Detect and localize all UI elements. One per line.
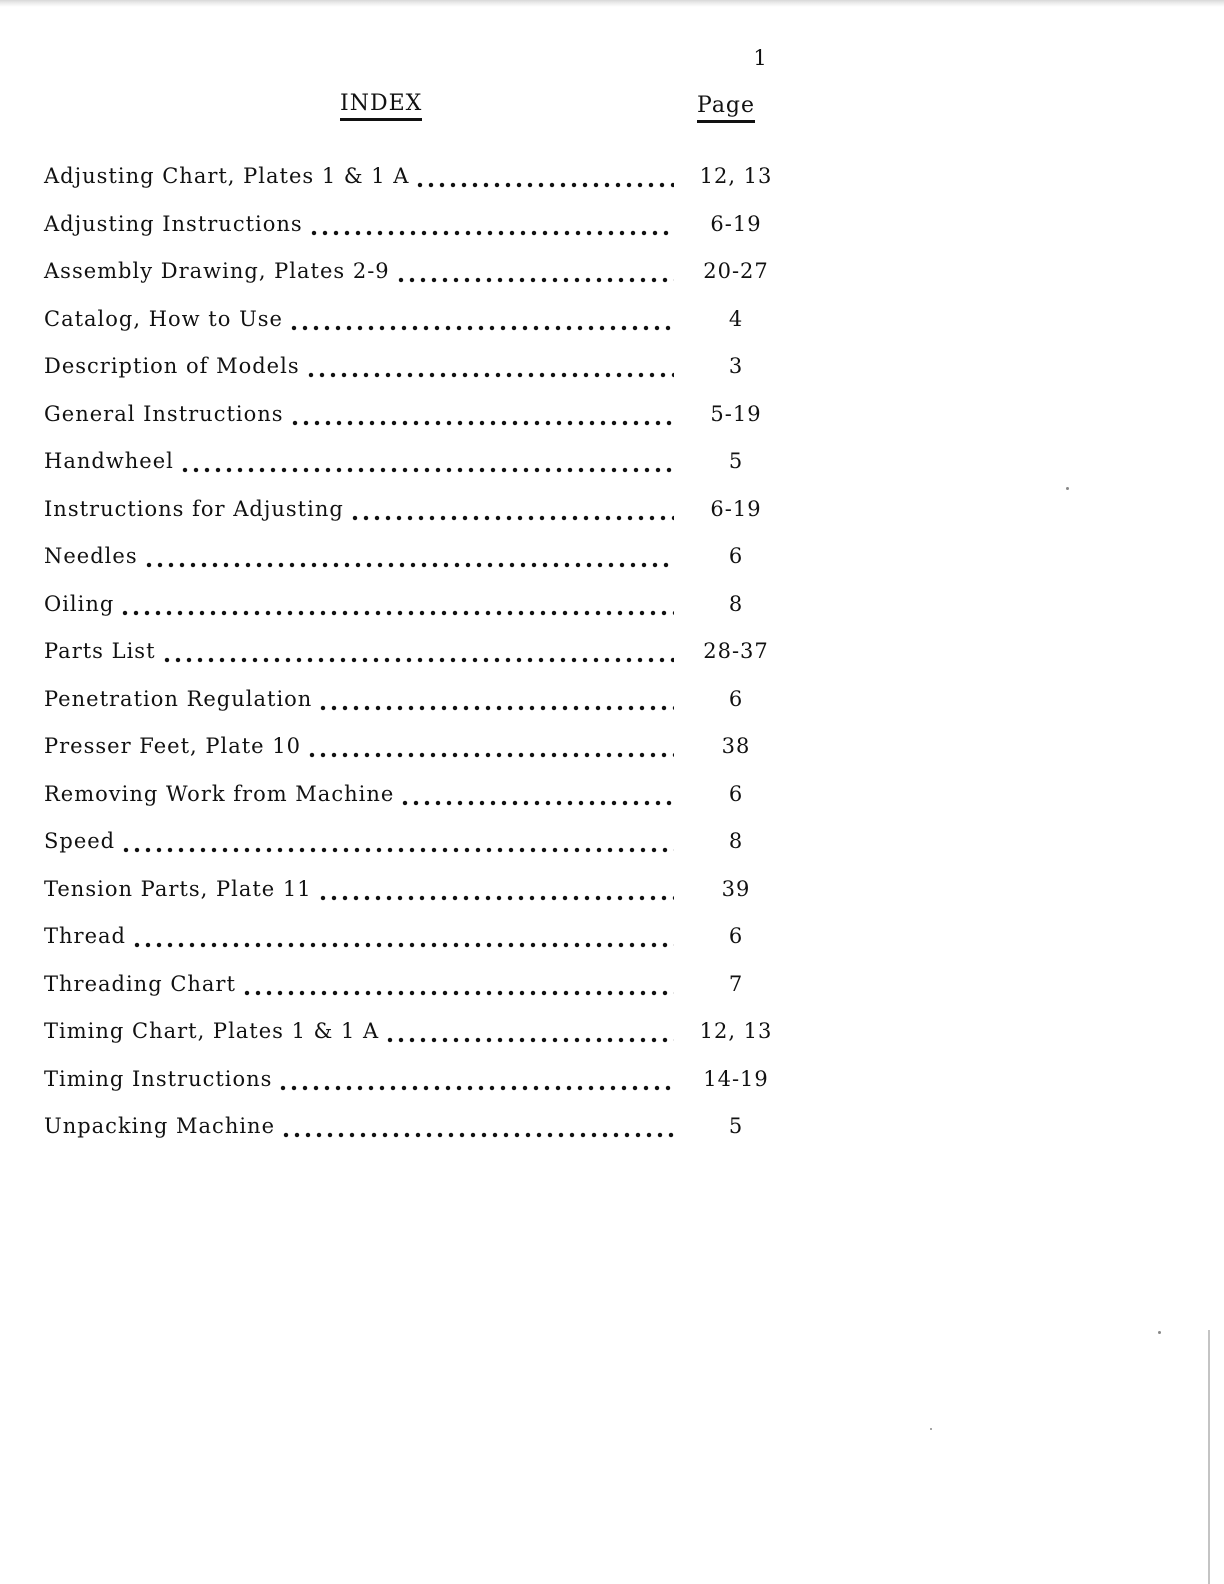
entry-label: Adjusting Instructions (44, 211, 303, 236)
entry-label: Timing Instructions (44, 1066, 273, 1091)
entry-label: Threading Chart (44, 971, 236, 996)
entry-page-ref: 28-37 (703, 639, 769, 663)
entry-page-ref: 20-27 (703, 259, 769, 283)
entry-label: Assembly Drawing, Plates 2-9 (44, 259, 390, 283)
entry-page-ref: 4 (728, 306, 744, 331)
entry-label: Needles (44, 544, 138, 568)
dot-leader (311, 209, 674, 239)
index-entry (44, 256, 784, 304)
entry-page-ref: 6 (728, 544, 744, 568)
entry-label: Parts List (44, 639, 156, 663)
entry-page-ref: 6-19 (710, 211, 762, 236)
entry-label: Oiling (44, 591, 115, 616)
entry-label: Description of Models (44, 354, 300, 378)
dot-leader (309, 731, 674, 761)
entry-label: Tension Parts, Plate 11 (44, 876, 312, 901)
entry-label: Thread (44, 924, 126, 948)
dot-leader (292, 399, 674, 429)
index-entry (44, 209, 784, 257)
entry-label: Penetration Regulation (44, 686, 313, 711)
index-entry (44, 541, 784, 589)
entry-page-ref: 3 (728, 354, 744, 378)
dot-leader (182, 446, 674, 476)
entry-page-ref: 39 (721, 876, 751, 901)
index-entry (44, 589, 784, 637)
entry-page-ref: 38 (721, 734, 751, 758)
entry-label: Catalog, How to Use (44, 306, 283, 331)
index-entry (44, 1111, 784, 1159)
dot-leader (417, 161, 674, 191)
index-entry (44, 779, 784, 827)
entry-label: Unpacking Machine (44, 1114, 276, 1138)
index-entry (44, 921, 784, 969)
entry-page-ref: 5-19 (710, 401, 762, 426)
dot-leader (146, 541, 674, 571)
entry-page-ref: 14-19 (703, 1066, 769, 1091)
entry-label: Removing Work from Machine (44, 781, 395, 806)
scan-edge-right (1208, 1330, 1210, 1584)
index-entry (44, 636, 784, 684)
index-entry (44, 446, 784, 494)
index-entry (44, 684, 784, 732)
dot-leader (134, 921, 674, 951)
dot-leader (123, 826, 674, 856)
dot-leader (280, 1064, 674, 1094)
dot-leader (402, 779, 674, 809)
entry-label: Presser Feet, Plate 10 (44, 734, 301, 758)
entry-page-ref: 5 (728, 449, 744, 473)
entry-page-ref: 5 (728, 1114, 744, 1138)
index-entry (44, 1016, 784, 1064)
page-column-header: Page (697, 94, 755, 123)
entry-label: General Instructions (44, 401, 284, 426)
index-entry (44, 1064, 784, 1112)
dot-leader (244, 969, 674, 999)
dot-leader (320, 874, 674, 904)
entry-page-ref: 6 (728, 686, 744, 711)
index-entries (44, 161, 784, 1159)
index-entry (44, 969, 784, 1017)
scan-speck (930, 1428, 932, 1430)
index-entry (44, 399, 784, 447)
entry-page-ref: 7 (728, 971, 744, 996)
entry-page-ref: 8 (728, 829, 744, 853)
dot-leader (164, 636, 674, 666)
dot-leader (387, 1016, 674, 1046)
index-title: INDEX (340, 92, 422, 121)
entry-label: Adjusting Chart, Plates 1 & 1 A (44, 164, 410, 188)
index-entry (44, 161, 784, 209)
dot-leader (398, 256, 674, 286)
index-entry (44, 826, 784, 874)
entry-page-ref: 6 (728, 924, 744, 948)
index-entry (44, 731, 784, 779)
index-entry (44, 874, 784, 922)
index-entry (44, 494, 784, 542)
entry-label: Speed (44, 829, 116, 853)
dot-leader (291, 304, 674, 334)
entry-label: Instructions for Adjusting (44, 496, 344, 521)
dot-leader (308, 351, 674, 381)
index-entry (44, 304, 784, 352)
dot-leader (122, 589, 674, 619)
dot-leader (283, 1111, 674, 1141)
entry-page-ref: 8 (728, 591, 744, 616)
scan-speck (1066, 487, 1069, 490)
dot-leader (320, 684, 674, 714)
entry-page-ref: 6-19 (710, 496, 762, 521)
entry-page-ref: 6 (728, 781, 744, 806)
entry-label: Timing Chart, Plates 1 & 1 A (44, 1019, 380, 1043)
index-entry (44, 351, 784, 399)
entry-page-ref: 12, 13 (699, 1019, 773, 1043)
page-number: 1 (753, 46, 767, 70)
scan-speck (1158, 1331, 1161, 1334)
dot-leader (352, 494, 674, 524)
scan-edge-top (0, 0, 1224, 7)
entry-page-ref: 12, 13 (699, 164, 773, 188)
entry-label: Handwheel (44, 449, 174, 473)
